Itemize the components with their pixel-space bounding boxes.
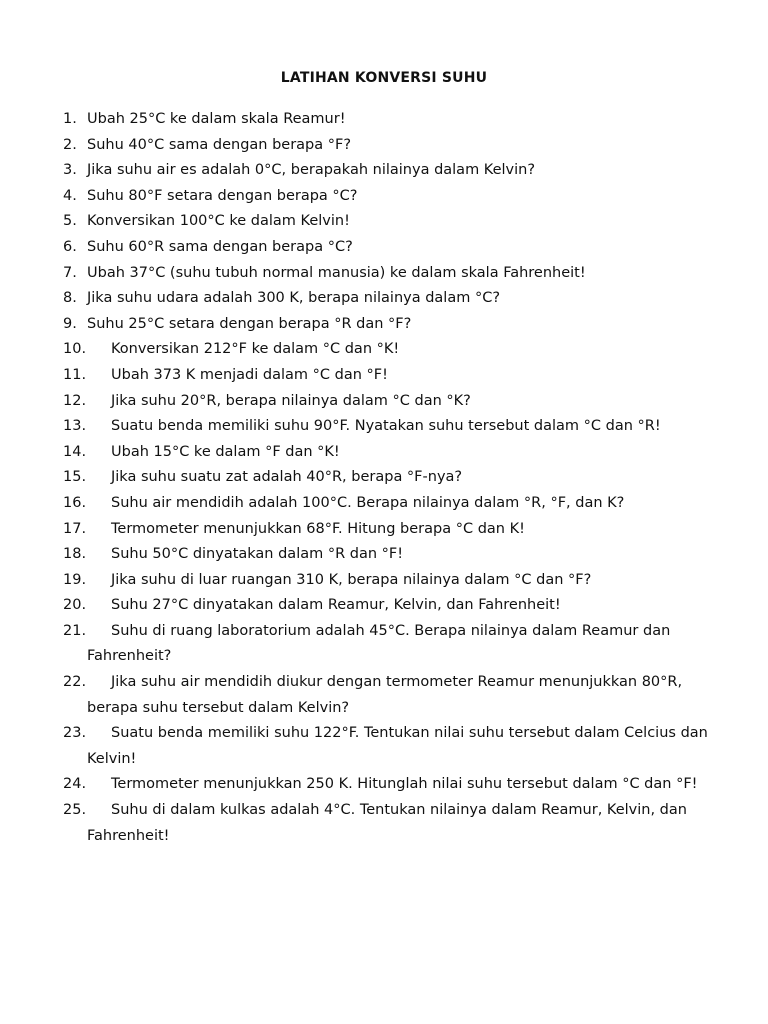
question-text: Termometer menunjukkan 68°F. Hitung berapa °C dan K! — [111, 520, 525, 537]
question-text: Suhu 40°C sama dengan berapa °F? — [87, 136, 352, 153]
list-item — [63, 491, 723, 517]
list-item — [63, 235, 723, 261]
question-number: 8. — [63, 290, 77, 307]
question-text: Termometer menunjukkan 250 K. Hitunglah nilai suhu tersebut dalam °C dan °F! — [111, 776, 698, 793]
question-text: Jika suhu 20°R, berapa nilainya dalam °C dan °K? — [111, 392, 471, 409]
list-item — [63, 286, 723, 312]
question-text: Suhu 25°C setara dengan berapa °R dan °F? — [87, 315, 412, 332]
list-item — [63, 440, 723, 466]
list-item — [63, 721, 723, 772]
question-list — [63, 107, 723, 849]
question-number: 21. — [63, 622, 87, 639]
question-number: 10. — [63, 341, 87, 358]
question-text: Ubah 37°C (suhu tubuh normal manusia) ke dalam skala Fahrenheit! — [87, 264, 586, 281]
list-item — [63, 670, 723, 721]
question-number: 23. — [63, 725, 87, 742]
question-text: Ubah 373 K menjadi dalam °C dan °F! — [111, 366, 388, 383]
question-number: 11. — [63, 366, 87, 383]
list-item — [63, 619, 723, 670]
question-number: 14. — [63, 443, 87, 460]
question-number: 24. — [63, 776, 87, 793]
list-item — [63, 133, 723, 159]
question-number: 20. — [63, 597, 87, 614]
list-item — [63, 261, 723, 287]
question-number: 13. — [63, 418, 87, 435]
question-text: Jika suhu di luar ruangan 310 K, berapa nilainya dalam °C dan °F? — [111, 571, 592, 588]
question-number: 7. — [63, 264, 77, 281]
list-item — [63, 184, 723, 210]
list-item — [63, 209, 723, 235]
list-item — [63, 337, 723, 363]
question-text: Ubah 25°C ke dalam skala Reamur! — [87, 111, 346, 127]
question-number: 22. — [63, 674, 87, 691]
page-title: LATIHAN KONVERSI SUHU — [280, 70, 488, 86]
question-text: Ubah 15°C ke dalam °F dan °K! — [111, 443, 340, 460]
question-number: 4. — [63, 187, 77, 204]
list-item — [63, 107, 723, 133]
list-item — [63, 568, 723, 594]
list-item — [63, 517, 723, 543]
list-item — [63, 542, 723, 568]
list-item — [63, 772, 723, 798]
list-item — [63, 593, 723, 619]
list-item — [63, 158, 723, 184]
question-text: Suhu di ruang laboratorium adalah 45°C. Berapa nilainya dalam Reamur dan Fahrenheit? — [87, 622, 671, 665]
list-item — [63, 363, 723, 389]
question-text: Suhu 27°C dinyatakan dalam Reamur, Kelvin, dan Fahrenheit! — [111, 597, 561, 614]
question-number: 18. — [63, 546, 87, 563]
question-text: Jika suhu air mendidih diukur dengan termometer Reamur menunjukkan 80°R, berapa suhu tersebut dalam Kelvin? — [87, 674, 683, 716]
list-item — [63, 798, 723, 849]
question-number: 19. — [63, 571, 87, 588]
question-text: Suhu 80°F setara dengan berapa °C? — [87, 187, 358, 204]
question-text: Konversikan 212°F ke dalam °C dan °K! — [111, 341, 400, 358]
question-number: 16. — [63, 494, 87, 511]
question-number: 25. — [63, 802, 87, 819]
question-number: 6. — [63, 238, 77, 255]
question-number: 15. — [63, 469, 87, 486]
question-number: 2. — [63, 136, 77, 153]
question-number: 1. — [63, 111, 77, 127]
question-number: 12. — [63, 392, 87, 409]
question-text: Jika suhu suatu zat adalah 40°R, berapa °F-nya? — [111, 469, 463, 486]
question-text: Konversikan 100°C ke dalam Kelvin! — [87, 213, 350, 230]
question-number: 3. — [63, 162, 77, 179]
question-text: Jika suhu air es adalah 0°C, berapakah nilainya dalam Kelvin? — [87, 162, 536, 179]
question-text: Suhu air mendidih adalah 100°C. Berapa nilainya dalam °R, °F, dan K? — [111, 494, 625, 511]
question-number: 17. — [63, 520, 87, 537]
list-item — [63, 312, 723, 338]
list-item — [63, 389, 723, 415]
question-text: Jika suhu udara adalah 300 K, berapa nilainya dalam °C? — [87, 290, 501, 307]
list-item — [63, 465, 723, 491]
question-text: Suhu di dalam kulkas adalah 4°C. Tentukan nilainya dalam Reamur, Kelvin, dan Fahrenheit! — [87, 802, 687, 844]
question-number: 5. — [63, 213, 77, 230]
question-text: Suatu benda memiliki suhu 122°F. Tentukan nilai suhu tersebut dalam Celcius dan Kelvin! — [87, 725, 708, 767]
question-text: Suatu benda memiliki suhu 90°F. Nyatakan suhu tersebut dalam °C dan °R! — [111, 418, 661, 435]
question-number: 9. — [63, 315, 77, 332]
question-text: Suhu 60°R sama dengan berapa °C? — [87, 238, 353, 255]
list-item — [63, 414, 723, 440]
question-text: Suhu 50°C dinyatakan dalam °R dan °F! — [111, 546, 404, 563]
